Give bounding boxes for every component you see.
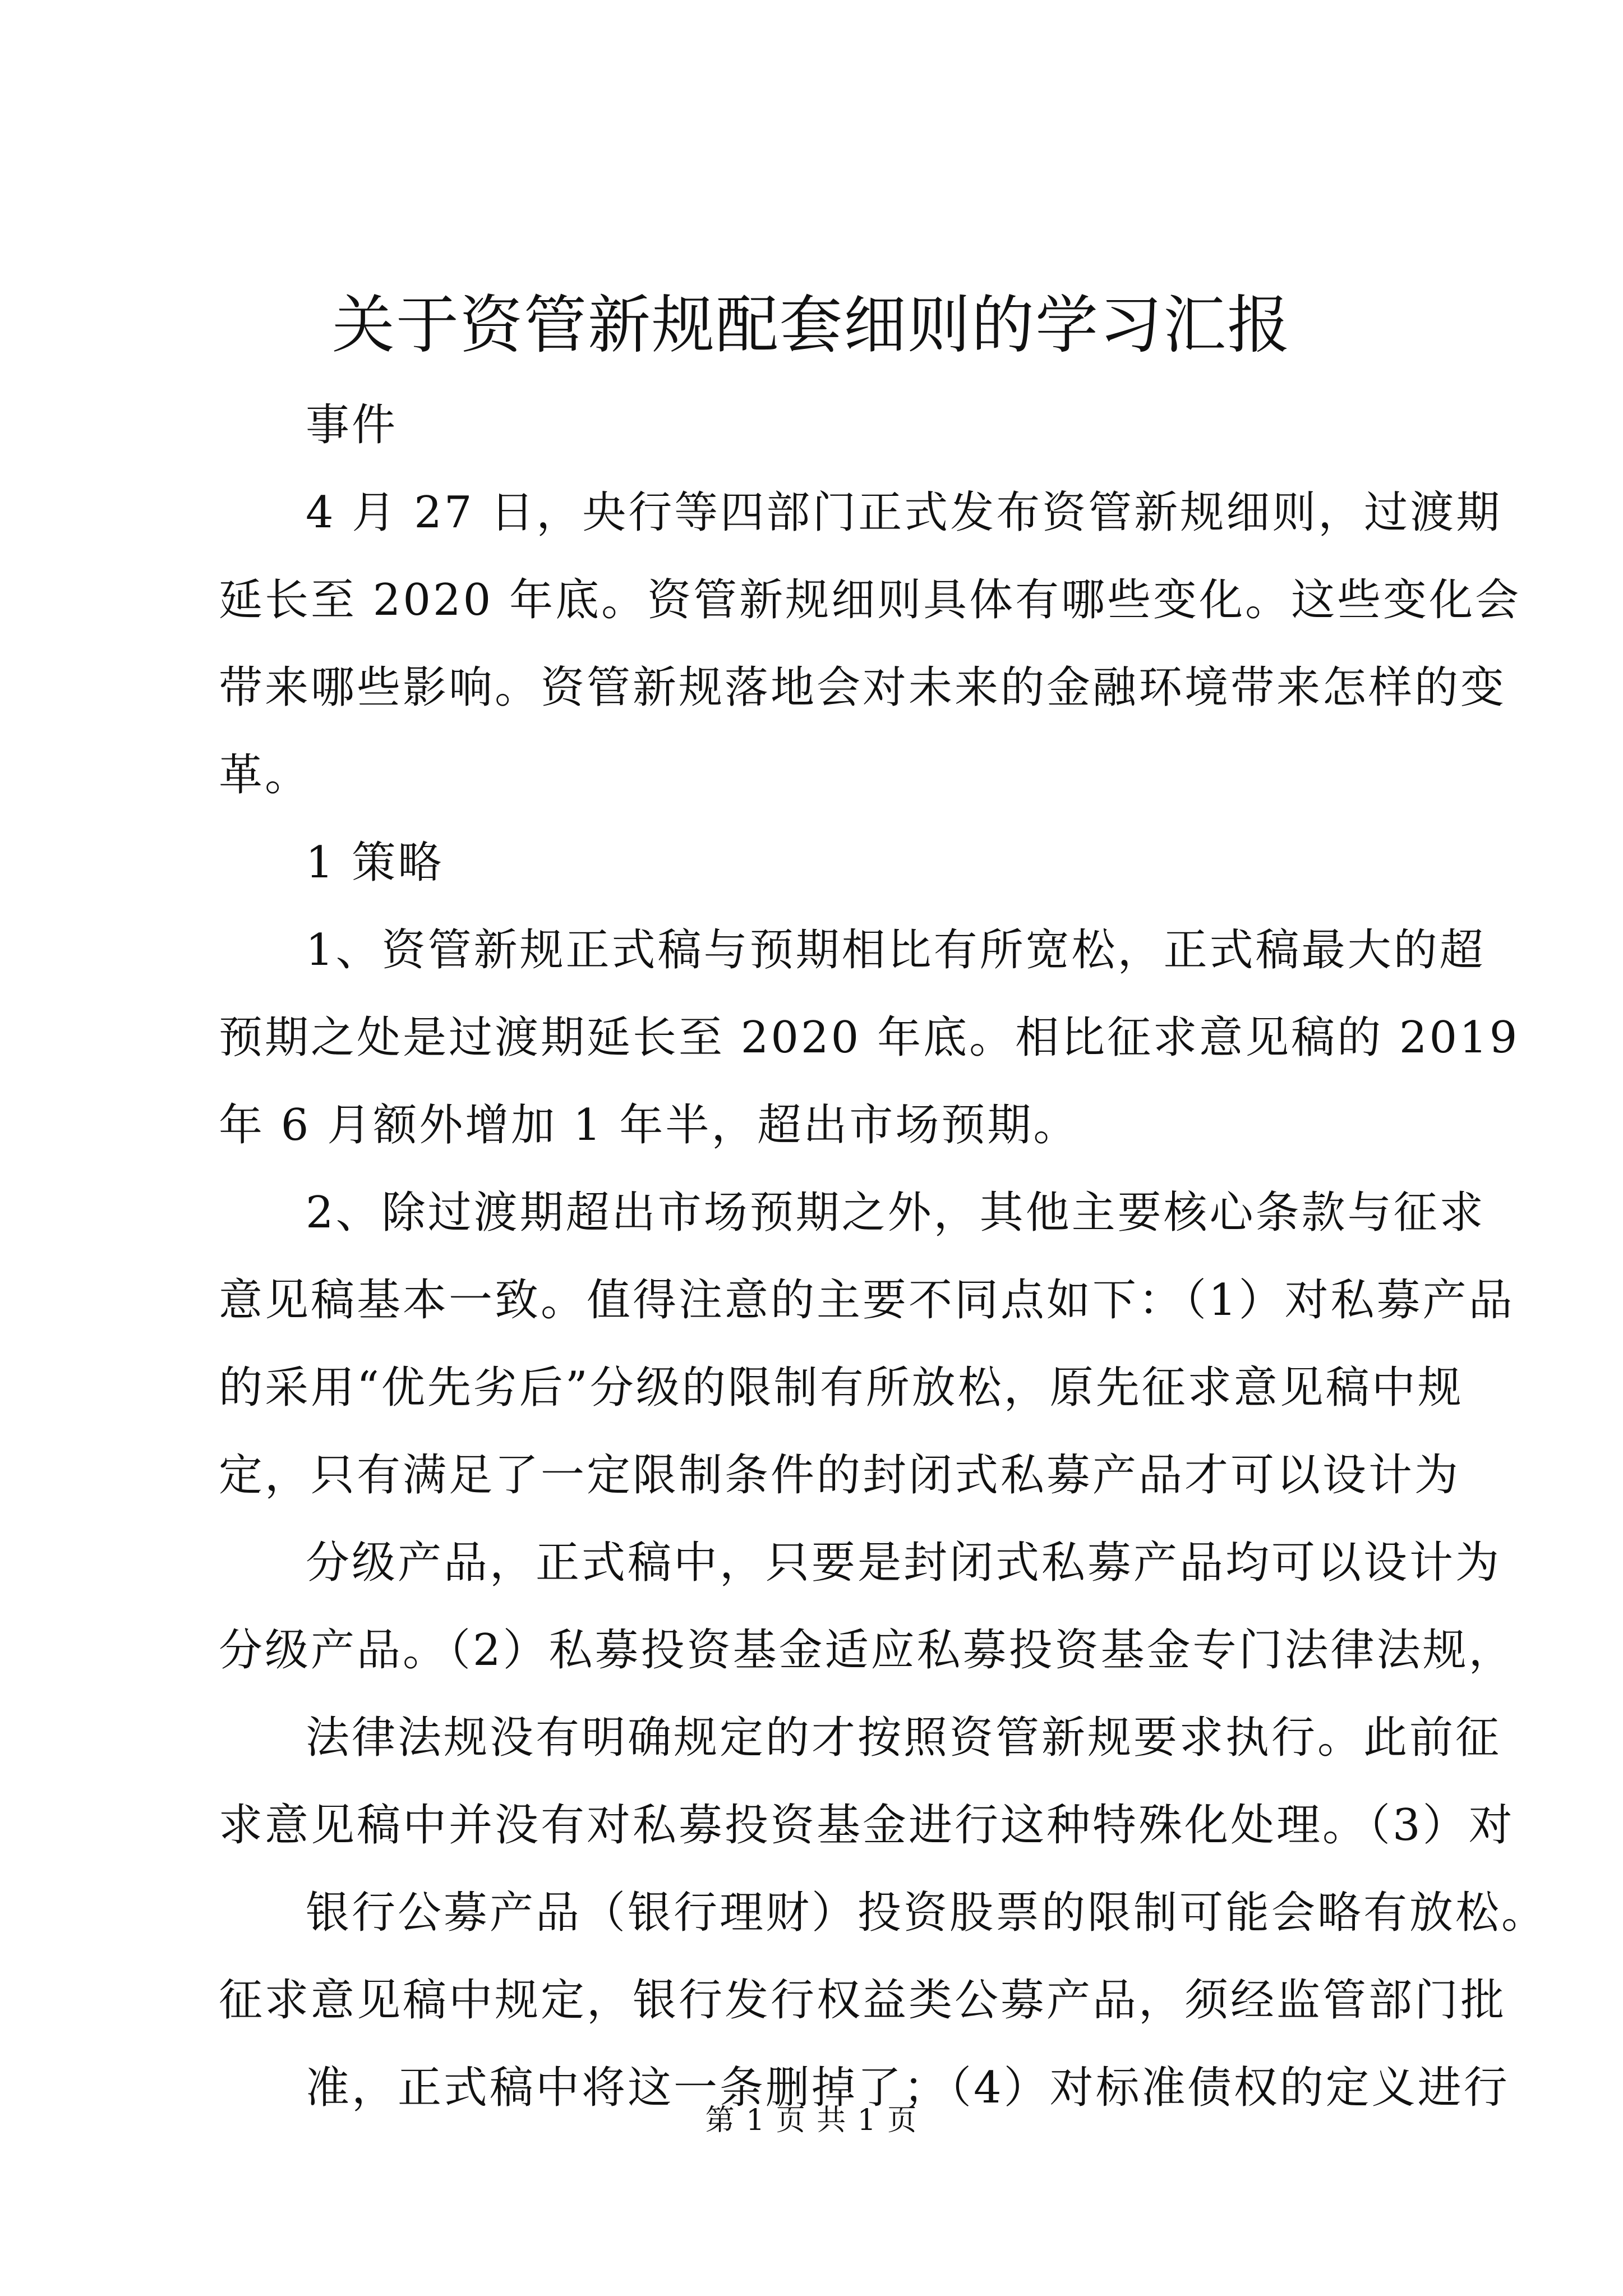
page-number-footer: 第 1 页 共 1 页	[705, 2104, 918, 2137]
text-line: 2、除过渡期超出市场预期之外，其他主要核心条款与征求	[306, 1188, 1486, 1238]
text-line: 分级产品。（2）私募投资基金适应私募投资基金专门法律法规，	[219, 1625, 1515, 1676]
text-line: 的采用“优先劣后”分级的限制有所放松，原先征求意见稿中规	[219, 1363, 1464, 1413]
text-line: 求意见稿中并没有对私募投资基金进行这种特殊化处理。（3）对	[219, 1800, 1515, 1851]
text-line: 预期之处是过渡期延长至 2020 年底。相比征求意见稿的 2019	[219, 1013, 1520, 1063]
text-line: 法律法规没有明确规定的才按照资管新规要求执行。此前征	[306, 1713, 1502, 1763]
text-line: 意见稿基本一致。值得注意的主要不同点如下：（1）对私募产品	[219, 1275, 1515, 1326]
text-line: 革。	[219, 750, 311, 800]
text-line: 准，正式稿中将这一条删掉了；（4）对标准债权的定义进行	[306, 2063, 1510, 2113]
text-line: 事件	[306, 400, 398, 450]
document-title: 关于资管新规配套细则的学习汇报	[332, 289, 1291, 362]
text-line: 银行公募产品（银行理财）投资股票的限制可能会略有放松。	[306, 1888, 1548, 1938]
text-line: 1、资管新规正式稿与预期相比有所宽松，正式稿最大的超	[306, 925, 1486, 976]
text-line: 年 6 月额外增加 1 年半，超出市场预期。	[219, 1100, 1080, 1151]
text-line: 4 月 27 日，央行等四部门正式发布资管新规细则，过渡期	[306, 487, 1502, 538]
text-line: 带来哪些影响。资管新规落地会对未来的金融环境带来怎样的变	[219, 662, 1507, 713]
document-body	[219, 381, 1548, 2132]
text-line: 延长至 2020 年底。资管新规细则具体有哪些变化。这些变化会	[219, 575, 1521, 625]
text-line: 1 策略	[306, 838, 444, 888]
text-line: 分级产品，正式稿中，只要是封闭式私募产品均可以设计为	[306, 1538, 1502, 1588]
text-line: 定，只有满足了一定限制条件的封闭式私募产品才可以设计为	[219, 1450, 1461, 1501]
text-line: 征求意见稿中规定，银行发行权益类公募产品，须经监管部门批	[219, 1975, 1507, 2026]
